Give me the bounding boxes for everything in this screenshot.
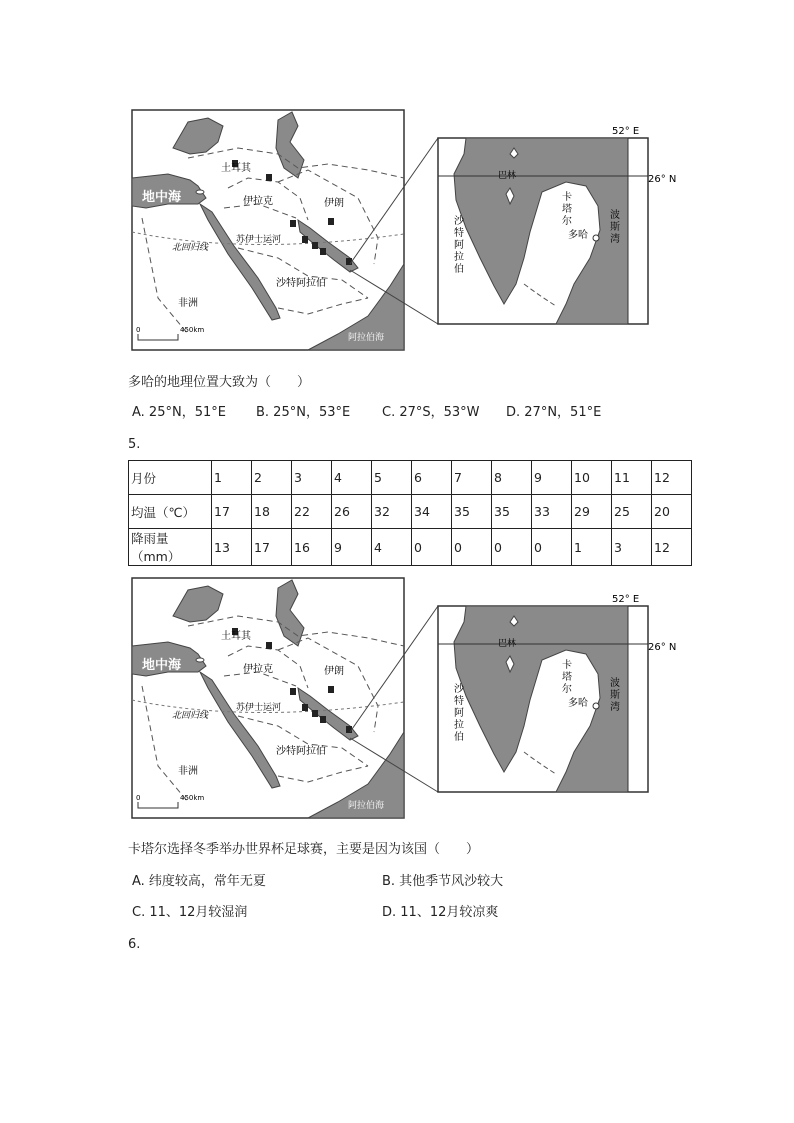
table-cell: 4 xyxy=(332,461,372,495)
climate-table xyxy=(128,460,692,566)
table-row xyxy=(129,529,692,566)
table-cell: 2 xyxy=(252,461,292,495)
q4-option-a[interactable]: A. 25°N，51°E xyxy=(132,405,226,420)
svg-text:尔: 尔 xyxy=(562,684,572,695)
table-cell: 34 xyxy=(412,495,452,529)
table-cell: 35 xyxy=(452,495,492,529)
svg-text:斯: 斯 xyxy=(610,690,620,701)
svg-text:拉: 拉 xyxy=(454,720,464,731)
table-cell: 0 xyxy=(452,529,492,566)
svg-text:塔: 塔 xyxy=(562,672,572,683)
table-cell: 8 xyxy=(492,461,532,495)
table-cell: 17 xyxy=(252,529,292,566)
inset-latitude: 26° N xyxy=(648,174,677,185)
table-cell: 32 xyxy=(372,495,412,529)
question-4-stem: 多哈的地理位置大致为（ ） xyxy=(128,375,311,390)
table-cell: 4 xyxy=(372,529,412,566)
middle-east-map xyxy=(128,576,694,822)
svg-text:沙: 沙 xyxy=(454,216,464,227)
table-cell: 0 xyxy=(492,529,532,566)
inset-label-doha: 多哈 xyxy=(568,230,588,241)
q4-option-d[interactable]: D. 27°N，51°E xyxy=(506,405,602,420)
row-label-temperature: 均温（℃） xyxy=(129,495,212,529)
table-row xyxy=(129,461,692,495)
inset-label-saudi-vertical xyxy=(454,214,465,275)
table-cell: 29 xyxy=(572,495,612,529)
map-label-tropic: 北回归线 xyxy=(172,711,209,721)
table-cell: 13 xyxy=(212,529,252,566)
svg-text:伯: 伯 xyxy=(454,732,464,743)
inset-label-saudi-vertical xyxy=(454,682,465,743)
q4-option-c[interactable]: C. 27°S，53°W xyxy=(382,405,480,420)
map-label-africa: 非洲 xyxy=(178,766,198,777)
svg-text:波: 波 xyxy=(610,210,620,221)
table-cell: 3 xyxy=(292,461,332,495)
table-cell: 7 xyxy=(452,461,492,495)
map-label-saudi: 沙特阿拉伯 xyxy=(276,746,326,757)
map-label-turkey: 土耳其 xyxy=(221,163,251,174)
table-cell: 9 xyxy=(332,529,372,566)
map-label-iran: 伊朗 xyxy=(324,198,344,209)
q5-option-d[interactable]: D. 11、12月较凉爽 xyxy=(382,905,499,920)
svg-text:拉: 拉 xyxy=(454,252,464,263)
question-5-number: 5. xyxy=(128,437,141,452)
table-cell: 1 xyxy=(212,461,252,495)
q5-option-a[interactable]: A. 纬度较高，常年无夏 xyxy=(132,874,266,889)
table-cell: 10 xyxy=(572,461,612,495)
table-cell: 11 xyxy=(612,461,652,495)
table-cell: 1 xyxy=(572,529,612,566)
inset-latitude: 26° N xyxy=(648,642,677,653)
svg-text:伯: 伯 xyxy=(454,264,464,275)
svg-text:阿: 阿 xyxy=(454,708,464,719)
svg-text:湾: 湾 xyxy=(610,234,620,245)
scale-label: 450km xyxy=(180,326,205,334)
q5-option-b[interactable]: B. 其他季节风沙较大 xyxy=(382,874,504,889)
map-figure-2 xyxy=(128,576,694,822)
map-label-arabian-sea: 阿拉伯海 xyxy=(348,801,385,811)
map-label-turkey: 土耳其 xyxy=(221,631,251,642)
table-cell: 17 xyxy=(212,495,252,529)
table-cell: 3 xyxy=(612,529,652,566)
map-label-suez: 苏伊士运河 xyxy=(236,703,282,713)
map-label-arabian-sea: 阿拉伯海 xyxy=(348,333,385,343)
scale-zero: 0 xyxy=(136,794,141,802)
svg-text:特: 特 xyxy=(454,696,464,707)
table-cell: 18 xyxy=(252,495,292,529)
table-row xyxy=(129,495,692,529)
table-cell: 5 xyxy=(372,461,412,495)
table-cell: 26 xyxy=(332,495,372,529)
map-label-mediterranean: 地中海 xyxy=(142,658,182,673)
inset-longitude: 52° E xyxy=(612,126,640,137)
table-cell: 12 xyxy=(652,529,692,566)
map-label-saudi: 沙特阿拉伯 xyxy=(276,278,326,289)
map-label-tropic: 北回归线 xyxy=(172,243,209,253)
table-cell: 0 xyxy=(412,529,452,566)
map-label-africa: 非洲 xyxy=(178,298,198,309)
table-cell: 25 xyxy=(612,495,652,529)
map-label-suez: 苏伊士运河 xyxy=(236,235,282,245)
inset-label-gulf-vertical xyxy=(610,676,620,713)
svg-text:塔: 塔 xyxy=(562,204,572,215)
inset-label-gulf-vertical xyxy=(610,208,620,245)
inset-label-bahrain: 巴林 xyxy=(498,639,517,649)
scale-label: 450km xyxy=(180,794,205,802)
table-cell: 35 xyxy=(492,495,532,529)
table-cell: 0 xyxy=(532,529,572,566)
q5-option-c[interactable]: C. 11、12月较湿润 xyxy=(132,905,248,920)
inset-label-qatar xyxy=(562,658,572,695)
inset-label-doha: 多哈 xyxy=(568,698,588,709)
table-cell: 22 xyxy=(292,495,332,529)
table-cell: 6 xyxy=(412,461,452,495)
svg-text:阿: 阿 xyxy=(454,240,464,251)
inset-longitude: 52° E xyxy=(612,594,640,605)
table-cell: 20 xyxy=(652,495,692,529)
row-label-month: 月份 xyxy=(129,461,212,495)
map-figure-1 xyxy=(128,108,694,354)
map-label-iraq: 伊拉克 xyxy=(243,196,273,207)
middle-east-map xyxy=(128,108,694,354)
scale-zero: 0 xyxy=(136,326,141,334)
svg-text:卡: 卡 xyxy=(562,192,572,203)
svg-text:尔: 尔 xyxy=(562,216,572,227)
question-5-stem: 卡塔尔选择冬季举办世界杯足球赛，主要是因为该国（ ） xyxy=(128,842,480,857)
table-cell: 33 xyxy=(532,495,572,529)
question-6-number: 6. xyxy=(128,937,141,952)
svg-text:特: 特 xyxy=(454,228,464,239)
q4-option-b[interactable]: B. 25°N，53°E xyxy=(256,405,351,420)
table-cell: 12 xyxy=(652,461,692,495)
inset-label-qatar xyxy=(562,190,572,227)
svg-text:卡: 卡 xyxy=(562,660,572,671)
svg-text:沙: 沙 xyxy=(454,684,464,695)
svg-text:波: 波 xyxy=(610,678,620,689)
row-label-rainfall: 降雨量（mm） xyxy=(129,529,212,566)
map-label-iran: 伊朗 xyxy=(324,666,344,677)
table-cell: 16 xyxy=(292,529,332,566)
svg-text:湾: 湾 xyxy=(610,702,620,713)
map-label-mediterranean: 地中海 xyxy=(142,190,182,205)
map-label-iraq: 伊拉克 xyxy=(243,664,273,675)
table-cell: 9 xyxy=(532,461,572,495)
inset-label-bahrain: 巴林 xyxy=(498,171,517,181)
svg-text:斯: 斯 xyxy=(610,222,620,233)
